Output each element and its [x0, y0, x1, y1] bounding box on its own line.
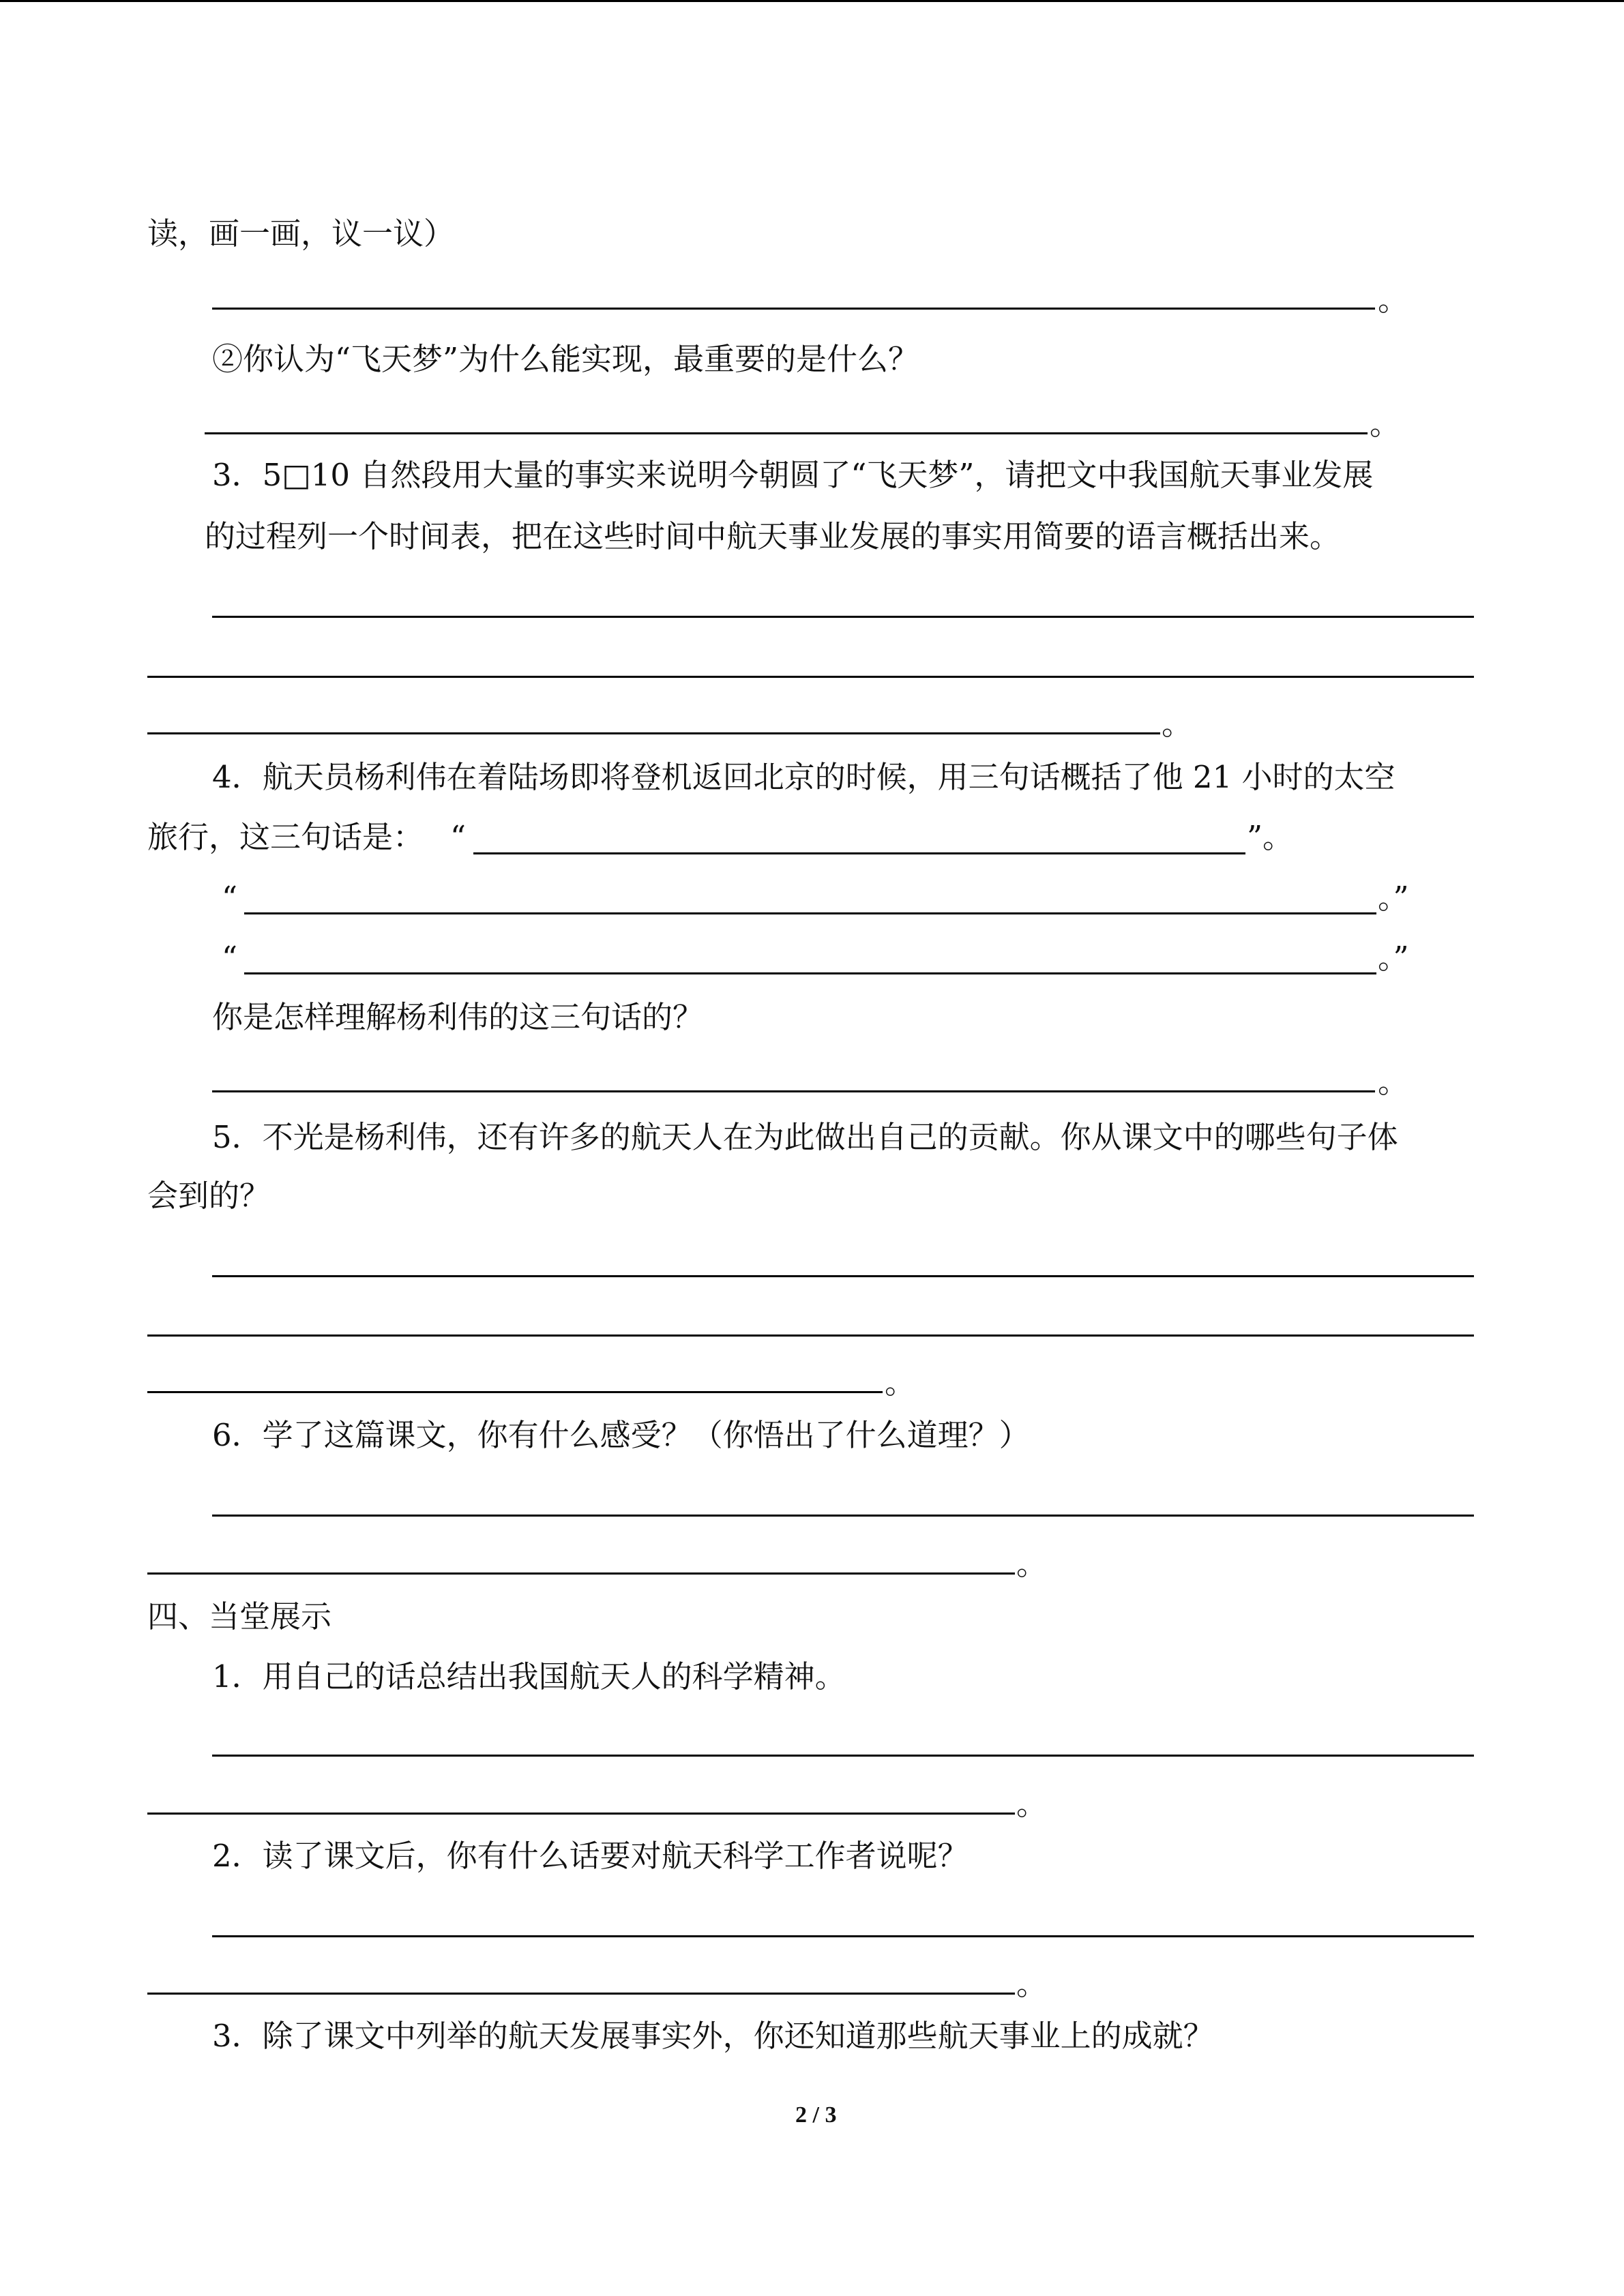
answer-line[interactable]	[147, 1391, 883, 1393]
answer-line[interactable]	[212, 616, 1474, 618]
top-border	[0, 0, 1624, 2]
answer-line[interactable]	[212, 1275, 1474, 1277]
answer-line[interactable]	[147, 1813, 1015, 1815]
answer-line[interactable]	[244, 972, 1376, 974]
q5-line1: 5．不光是杨利伟，还有许多的航天人在为此做出自己的贡献。你从课文中的哪些句子体	[212, 1119, 1398, 1155]
q2-sub2-text: ②你认为“飞天梦”为什么能实现，最重要的是什么？	[212, 341, 919, 377]
s4-q1-text: 1．用自己的话总结出我国航天人的科学精神。	[212, 1658, 846, 1695]
section4-title: 四、当堂展示	[147, 1598, 332, 1635]
q4-line1: 4．航天员杨利伟在着陆场即将登机返回北京的时候，用三句话概括了他 21 小时的太空	[212, 759, 1396, 795]
period-mark: 。	[1370, 406, 1401, 442]
period-mark: 。	[1016, 1786, 1048, 1822]
q5-line2: 会到的？	[147, 1178, 271, 1214]
page-number: 2 / 3	[795, 2102, 837, 2128]
q4-follow-up: 你是怎样理解杨利伟的这三句话的？	[212, 999, 704, 1035]
period-mark: 。	[885, 1365, 916, 1401]
answer-line[interactable]	[147, 676, 1474, 678]
period-mark: 。	[1378, 282, 1409, 318]
close-quote: ”。	[1247, 819, 1294, 855]
answer-line[interactable]	[212, 1090, 1375, 1092]
answer-line[interactable]	[147, 1335, 1474, 1337]
answer-line[interactable]	[244, 912, 1376, 914]
period-mark: 。	[1016, 1966, 1048, 2002]
period-mark: 。	[1016, 1546, 1048, 1582]
answer-line[interactable]	[212, 1755, 1474, 1757]
q3-line2: 的过程列一个时间表，把在这些时间中航天事业发展的事实用简要的语言概括出来。	[205, 518, 1341, 554]
quote-end: 。”	[1378, 940, 1409, 976]
open-quote: “	[222, 940, 238, 976]
q3-line1: 3．5□10 自然段用大量的事实来说明今朝圆了“飞天梦”，请把文中我国航天事业发展	[212, 457, 1374, 493]
answer-line[interactable]	[147, 1572, 1015, 1575]
answer-line[interactable]	[212, 308, 1375, 310]
period-mark: 。	[1378, 1064, 1409, 1100]
quote-end: 。”	[1378, 880, 1409, 916]
answer-line[interactable]	[205, 432, 1368, 434]
period-mark: 。	[1162, 706, 1193, 742]
answer-line[interactable]	[473, 852, 1245, 854]
answer-line[interactable]	[147, 732, 1160, 734]
answer-line[interactable]	[212, 1935, 1474, 1937]
answer-line[interactable]	[147, 1993, 1015, 1995]
s4-q3-text: 3．除了课文中列举的航天发展事实外，你还知道那些航天事业上的成就？	[212, 2018, 1214, 2054]
open-quote: “	[450, 819, 467, 855]
continuation-text: 读，画一画，议一议）	[147, 215, 455, 252]
open-quote: “	[222, 880, 238, 916]
answer-line[interactable]	[212, 1515, 1474, 1517]
q4-line2: 旅行，这三句话是：	[147, 819, 424, 855]
q6-text: 6．学了这篇课文，你有什么感受？（你悟出了什么道理？）	[212, 1417, 1030, 1453]
s4-q2-text: 2．读了课文后，你有什么话要对航天科学工作者说呢？	[212, 1838, 969, 1874]
